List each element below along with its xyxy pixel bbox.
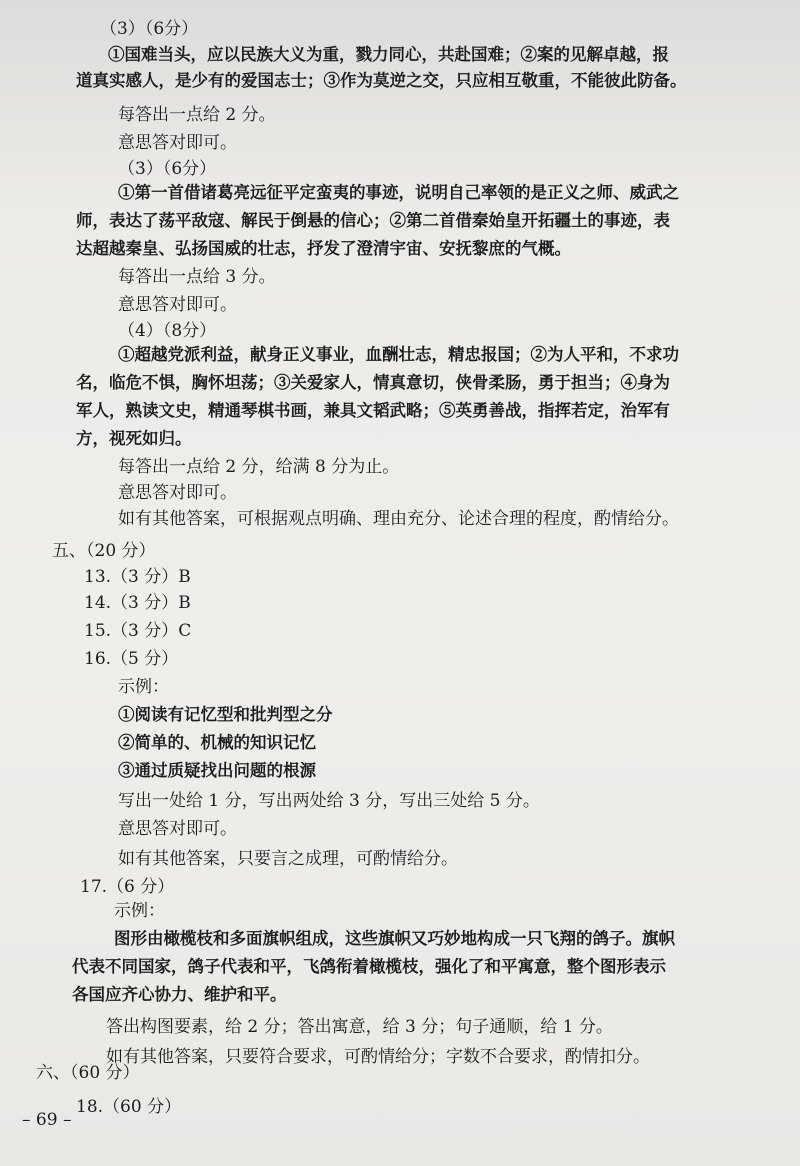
answer-line: 达超越秦皇、弘扬国威的壮志，抒发了澄清宇宙、安抚黎庶的气概。 [76, 239, 571, 258]
scoring-note: 意思答对即可。 [118, 483, 237, 503]
scoring-rule: 每答出一点给 2 分，给满 8 分为止。 [118, 457, 400, 477]
part3b-header: （3）（6分） [118, 159, 217, 179]
answer-line: 军人，熟读文史，精通琴棋书画，兼具文韬武略；⑤英勇善战，指挥若定，治军有 [76, 401, 670, 420]
part4-header: （4）（8分） [118, 321, 217, 341]
answer-line: 道真实感人，是少有的爱国志士；③作为莫逆之交，只应相互敬重，不能彼此防备。 [76, 71, 687, 90]
section5-header: 五、（20 分） [52, 541, 156, 561]
answer-line: 师，表达了荡平敌寇、解民于倒悬的信心；②第二首借秦始皇开拓疆土的事迹，表 [76, 211, 670, 230]
q17-other: 如有其他答案，只要符合要求，可酌情给分；字数不合要求，酌情扣分。 [106, 1047, 650, 1067]
page-number: – 69 – [22, 1110, 72, 1130]
scoring-note: 意思答对即可。 [118, 133, 237, 153]
answer-line: ①超越党派利益，献身正义事业，血酬壮志，精忠报国；②为人平和，不求功 [118, 345, 679, 364]
scoring-rule: 每答出一点给 2 分。 [118, 105, 276, 125]
answer-line: 方，视死如归。 [76, 429, 192, 448]
q14-answer: 14.（3 分）B [84, 593, 191, 613]
q13-answer: 13.（3 分）B [84, 567, 191, 587]
answer-line: 名，临危不惧，胸怀坦荡；③关爱家人，情真意切，侠骨柔肠，勇于担当；④身为 [76, 373, 670, 392]
scoring-rule: 每答出一点给 3 分。 [118, 267, 276, 287]
q16-other: 如有其他答案，只要言之成理，可酌情给分。 [118, 849, 458, 869]
q18-header: 18.（60 分） [76, 1097, 182, 1117]
q16-item: ③通过质疑找出问题的根源 [118, 761, 316, 780]
q15-answer: 15.（3 分）C [84, 621, 192, 641]
scoring-other: 如有其他答案，可根据观点明确、理由充分、论述合理的程度，酌情给分。 [118, 509, 679, 529]
q16-scoring: 写出一处给 1 分，写出两处给 3 分，写出三处给 5 分。 [118, 791, 540, 811]
q17-scoring: 答出构图要素，给 2 分；答出寓意，给 3 分；句子通顺，给 1 分。 [106, 1017, 613, 1037]
q17-answer-line: 各国应齐心协力、维护和平。 [72, 985, 287, 1004]
q17-header: 17.（6 分） [80, 877, 175, 897]
q17-example-label: 示例： [114, 901, 165, 921]
part3-header: （3）（6分） [100, 19, 199, 39]
q16-example-label: 示例： [118, 677, 169, 697]
section6-header: 六、（60 分） [36, 1063, 140, 1083]
q16-item: ①阅读有记忆型和批判型之分 [118, 705, 333, 724]
q16-note: 意思答对即可。 [118, 819, 237, 839]
q16-header: 16.（5 分） [84, 649, 179, 669]
scoring-note: 意思答对即可。 [118, 295, 237, 315]
q17-answer-line: 图形由橄榄枝和多面旗帜组成，这些旗帜又巧妙地构成一只飞翔的鸽子。旗帜 [114, 929, 675, 948]
q17-answer-line: 代表不同国家，鸽子代表和平，飞鸽衔着橄榄枝，强化了和平寓意，整个图形表示 [72, 957, 666, 976]
answer-line: ①第一首借诸葛亮远征平定蛮夷的事迹，说明自己率领的是正义之师、威武之 [118, 183, 679, 202]
q16-item: ②简单的、机械的知识记忆 [118, 733, 316, 752]
answer-line: ①国难当头，应以民族大义为重，戮力同心，共赴国难；②案的见解卓越，报 [108, 45, 669, 64]
